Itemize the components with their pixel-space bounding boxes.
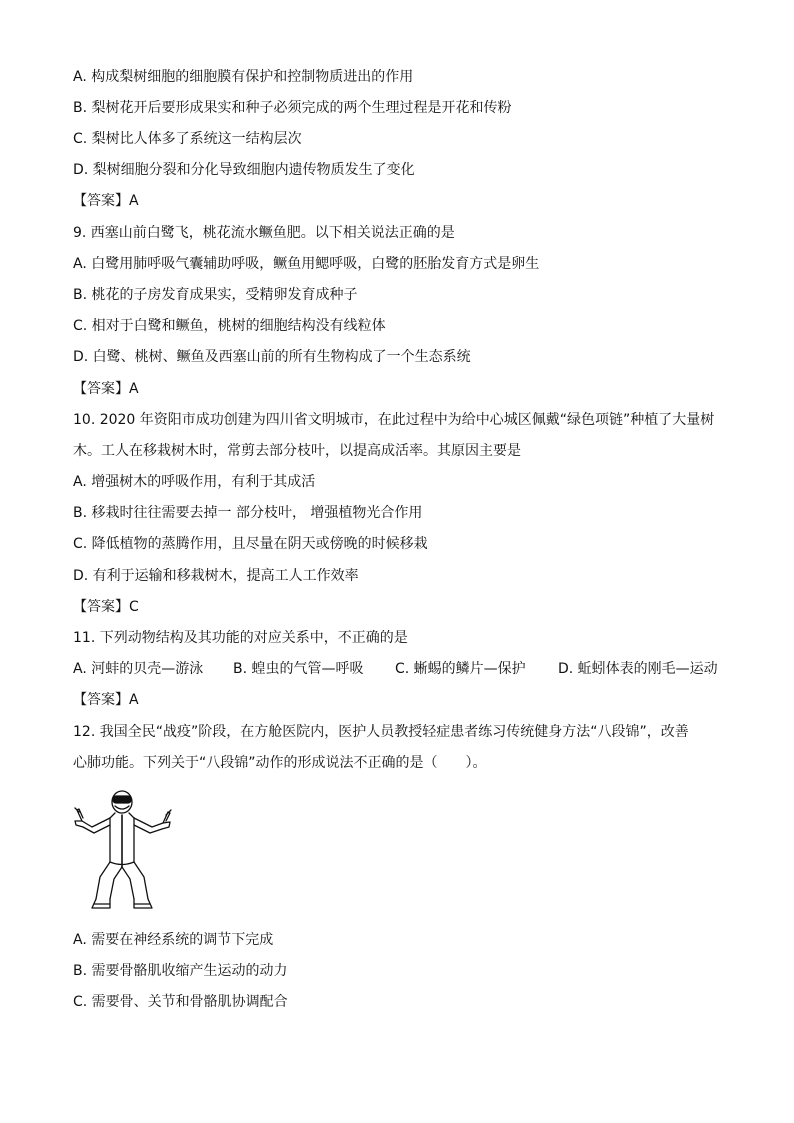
q12-option-b: B. 需要骨骼肌收缩产生运动的动力 (73, 963, 288, 979)
q11-option-b: B. 蝗虫的气管—呼吸 (233, 661, 364, 677)
q9-answer: 【答案】A (73, 381, 139, 397)
q10-option-b: B. 移栽时往往需要去掉一 部分枝叶， 增强植物光合作用 (73, 505, 423, 521)
q9-option-c: C. 相对于白鹭和鳜鱼，桃树的细胞结构没有线粒体 (73, 318, 386, 334)
q10-answer: 【答案】C (73, 599, 139, 615)
q10-stem-line2: 木。工人在移栽树木时，常剪去部分枝叶，以提高成活率。其原因主要是 (73, 443, 521, 459)
q12-option-c: C. 需要骨、关节和骨骼肌协调配合 (73, 994, 288, 1010)
q8-option-b: B. 梨树花开后要形成果实和种子必须完成的两个生理过程是开花和传粉 (73, 100, 512, 116)
q9-option-d: D. 白鹭、桃树、鳜鱼及西塞山前的所有生物构成了一个生态系统 (73, 349, 471, 365)
q8-option-c: C. 梨树比人体多了系统这一结构层次 (73, 131, 302, 147)
q11-answer: 【答案】A (73, 692, 139, 708)
q10-option-c: C. 降低植物的蒸腾作用，且尽量在阴天或傍晚的时候移栽 (73, 536, 428, 552)
q8-answer: 【答案】A (73, 193, 139, 209)
protective-suit-person-figure (70, 787, 185, 915)
q11-options-row (73, 659, 733, 679)
q10-option-d: D. 有利于运输和移栽树木，提高工人工作效率 (73, 568, 359, 584)
q10-stem-line1: 10. 2020 年资阳市成功创建为四川省文明城市，在此过程中为给中心城区佩戴“绿色项链”种植了大量树 (73, 412, 715, 428)
q11-option-c: C. 蜥蜴的鳞片—保护 (395, 661, 526, 677)
q12-option-a: A. 需要在神经系统的调节下完成 (73, 932, 274, 948)
q8-option-a: A. 构成梨树细胞的细胞膜有保护和控制物质进出的作用 (73, 69, 414, 85)
q9-stem: 9. 西塞山前白鹭飞，桃花流水鳜鱼肥。以下相关说法正确的是 (73, 225, 455, 241)
q9-option-a: A. 白鹭用肺呼吸气囊辅助呼吸，鳜鱼用鳃呼吸，白鹭的胚胎发育方式是卵生 (73, 256, 540, 272)
q12-stem-line2: 心肺功能。下列关于“八段锦”动作的形成说法不正确的是（ ）。 (73, 755, 487, 771)
q8-option-d: D. 梨树细胞分裂和分化导致细胞内遗传物质发生了变化 (73, 162, 415, 178)
q9-option-b: B. 桃花的子房发育成果实，受精卵发育成种子 (73, 287, 358, 303)
q12-stem-line1: 12. 我国全民“战疫”阶段，在方舱医院内，医护人员教授轻症患者练习传统健身方法“八段锦”，改善 (73, 724, 689, 740)
q11-option-a: A. 河蚌的贝壳—游泳 (73, 661, 204, 677)
q11-stem: 11. 下列动物结构及其功能的对应关系中，不正确的是 (73, 630, 408, 646)
q11-option-d: D. 蚯蚓体表的刚毛—运动 (558, 661, 718, 677)
q10-option-a: A. 增强树木的呼吸作用，有利于其成活 (73, 474, 316, 490)
